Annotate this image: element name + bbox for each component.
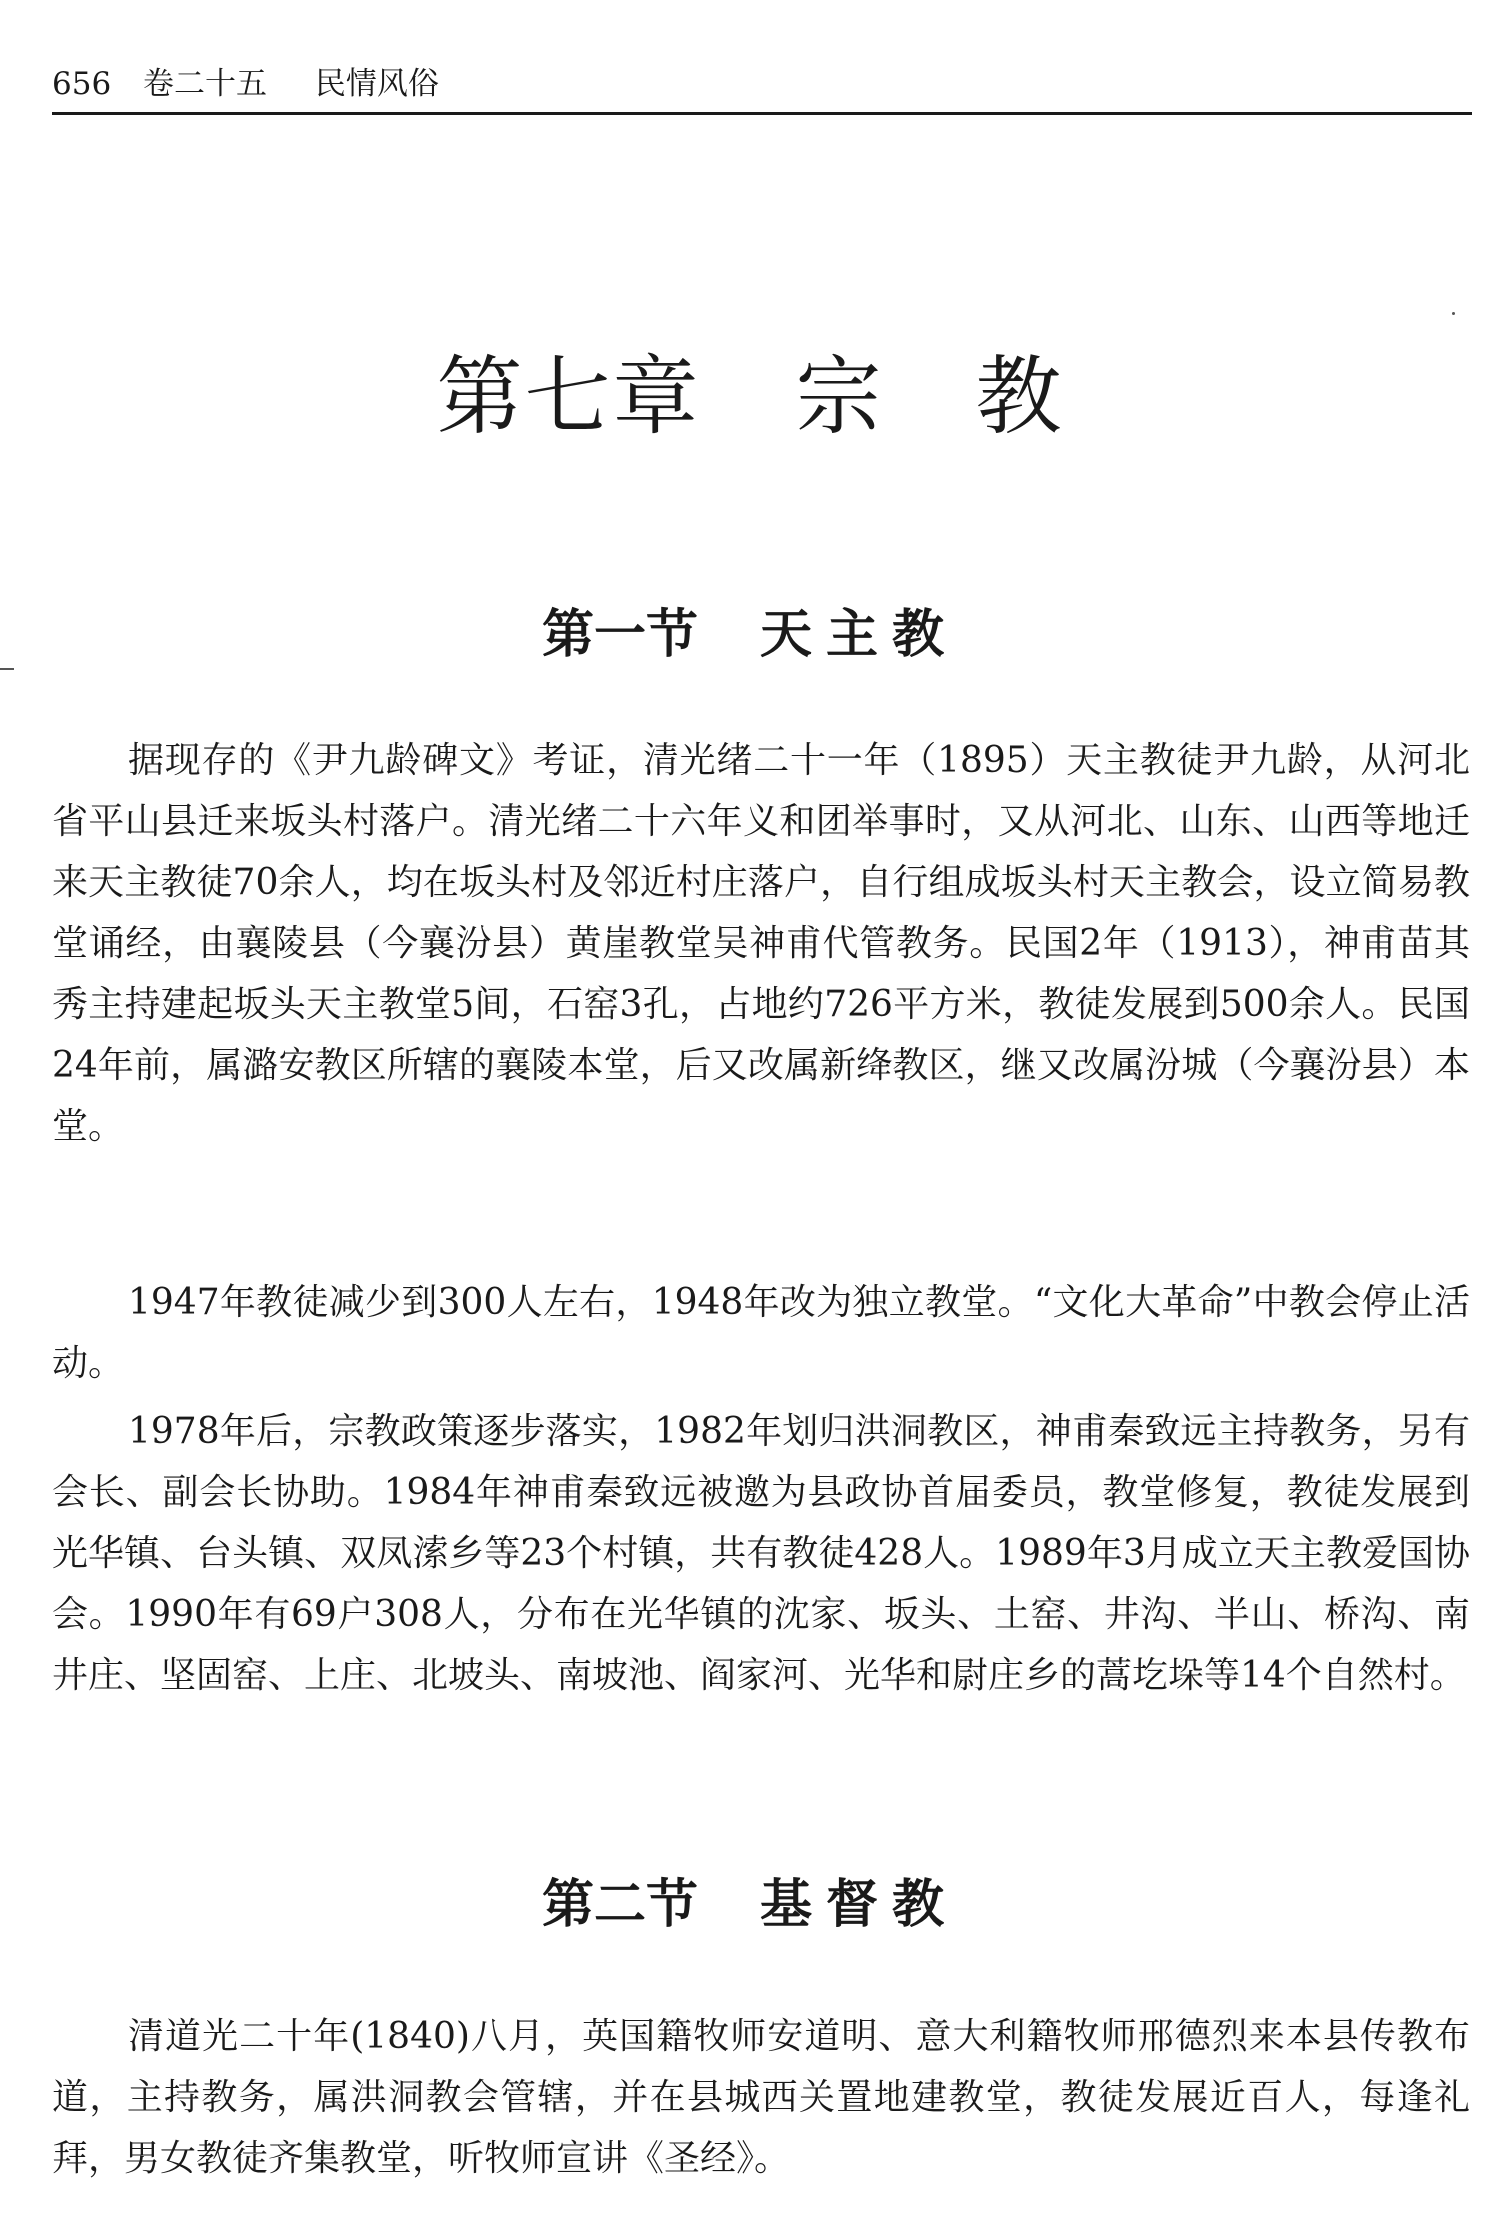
header-rule: [52, 112, 1472, 115]
body-paragraph: 1978年后，宗教政策逐步落实，1982年划归洪洞教区，神甫秦致远主持教务，另有会长、副会长协助。1984年神甫秦致远被邀为县政协首届委员，教堂修复，教徒发展到光华镇、台头镇、双凤溹乡等23个村镇，共有教徒428人。1989年3月成立天主教爱国协会。1990年有69户308人，分布在光华镇的沈家、坂头、土窑、井沟、半山、桥沟、南井庄、坚固窑、上庄、北坡头、南坡池、阎家河、光华和尉庄乡的蒿圪垛等14个自然村。: [52, 1411, 1470, 1696]
body-paragraph: 1947年教徒减少到300人左右，1948年改为独立教堂。“文化大革命”中教会停止活动。: [52, 1282, 1470, 1384]
chapter-title: [0, 342, 1500, 452]
section-name: 天主教: [760, 605, 959, 665]
section-title: [0, 600, 1500, 670]
body-paragraph: 清道光二十年(1840)八月，英国籍牧师安道明、意大利籍牧师邢德烈来本县传教布道，主持教务，属洪洞教会管辖，并在县城西关置地建教堂，教徒发展近百人，每逢礼拜，男女教徒齐集教堂，听牧师宣讲《圣经》。: [52, 2016, 1470, 2179]
chapter-label: 第七章: [436, 347, 701, 447]
chapter-title-char-2: 教: [975, 347, 1064, 447]
body-paragraph: 据现存的《尹九龄碑文》考证，清光绪二十一年（1895）天主教徒尹九龄，从河北省平山县迁来坂头村落户。清光绪二十六年义和团举事时，又从河北、山东、山西等地迁来天主教徒70余人，均在坂头村及邻近村庄落户，自行组成坂头村天主教会，设立简易教堂诵经，由襄陵县（今襄汾县）黄崖教堂吴神甫代管教务。民国2年（1913），神甫苗其秀主持建起坂头天主教堂5间，石窑3孔，占地约726平方米，教徒发展到500余人。民国24年前，属潞安教区所辖的襄陵本堂，后又改属新绛教区，继又改属汾城（今襄汾县）本堂。: [52, 740, 1470, 1147]
running-header: [52, 60, 1470, 108]
page-number: 656: [52, 66, 112, 102]
volume-label: 卷二十五: [143, 66, 268, 102]
volume-title: 民情风俗: [314, 66, 439, 102]
section-label: 第二节: [541, 1875, 698, 1935]
section-title: [0, 1870, 1500, 1940]
scan-artifact: [0, 668, 14, 670]
section-label: 第一节: [541, 605, 698, 665]
chapter-title-char-1: 宗: [795, 347, 884, 447]
section-name: 基督教: [760, 1875, 959, 1935]
scan-artifact: [1452, 312, 1455, 315]
